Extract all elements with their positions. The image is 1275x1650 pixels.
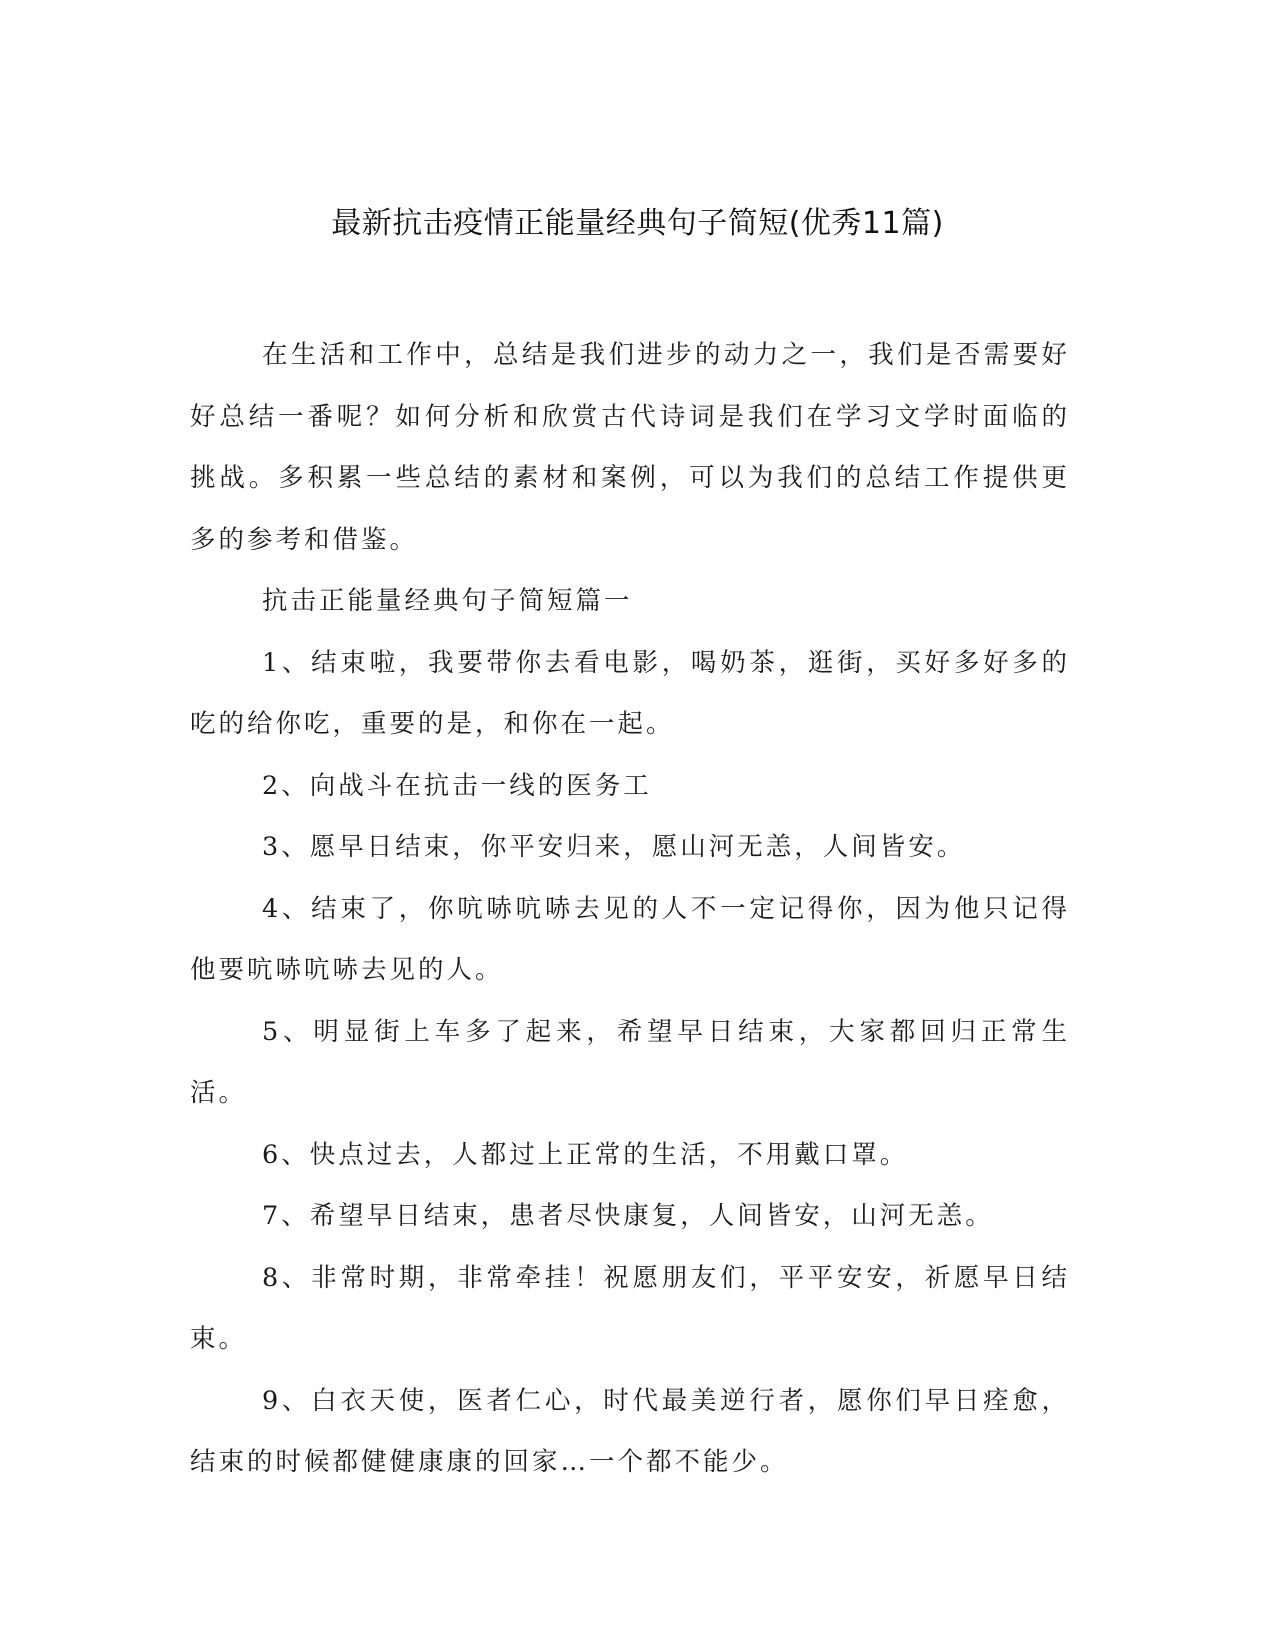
sentence-item-1: 1、结束啦，我要带你去看电影，喝奶茶，逛街，买好多好多的吃的给你吃，重要的是，和你在一起。 <box>190 647 1070 739</box>
sentence-item-8: 8、非常时期，非常牵挂！祝愿朋友们，平平安安，祈愿早日结束。 <box>190 1262 1070 1354</box>
sentence-item-7: 7、希望早日结束，患者尽快康复，人间皆安，山河无恙。 <box>262 1201 994 1231</box>
section-heading: 抗击正能量经典句子简短篇一 <box>262 586 633 616</box>
sentence-item-9: 9、白衣天使，医者仁心，时代最美逆行者，愿你们早日痊愈，结束的时候都健健康康的回家…一个都不能少。 <box>190 1385 1070 1477</box>
sentence-item-2: 2、向战斗在抗击一线的医务工 <box>262 770 652 801</box>
document-body <box>190 325 1070 1494</box>
sentence-item-4: 4、结束了，你吭哧吭哧去见的人不一定记得你，因为他只记得他要吭哧吭哧去见的人。 <box>190 893 1070 985</box>
intro-paragraph: 在生活和工作中，总结是我们进步的动力之一，我们是否需要好好总结一番呢？如何分析和欣赏古代诗词是我们在学习文学时面临的挑战。多积累一些总结的素材和案例，可以为我们的总结工作提供更多的参考和借鉴。 <box>190 340 1070 555</box>
sentence-item-6: 6、快点过去，人都过上正常的生活，不用戴口罩。 <box>262 1139 909 1170</box>
document-title: 最新抗击疫情正能量经典句子简短(优秀11篇) <box>331 206 944 241</box>
sentence-item-3: 3、愿早日结束，你平安归来，愿山河无恙，人间皆安。 <box>262 832 966 862</box>
sentence-item-5: 5、明显街上车多了起来，希望早日结束，大家都回归正常生活。 <box>190 1016 1070 1108</box>
